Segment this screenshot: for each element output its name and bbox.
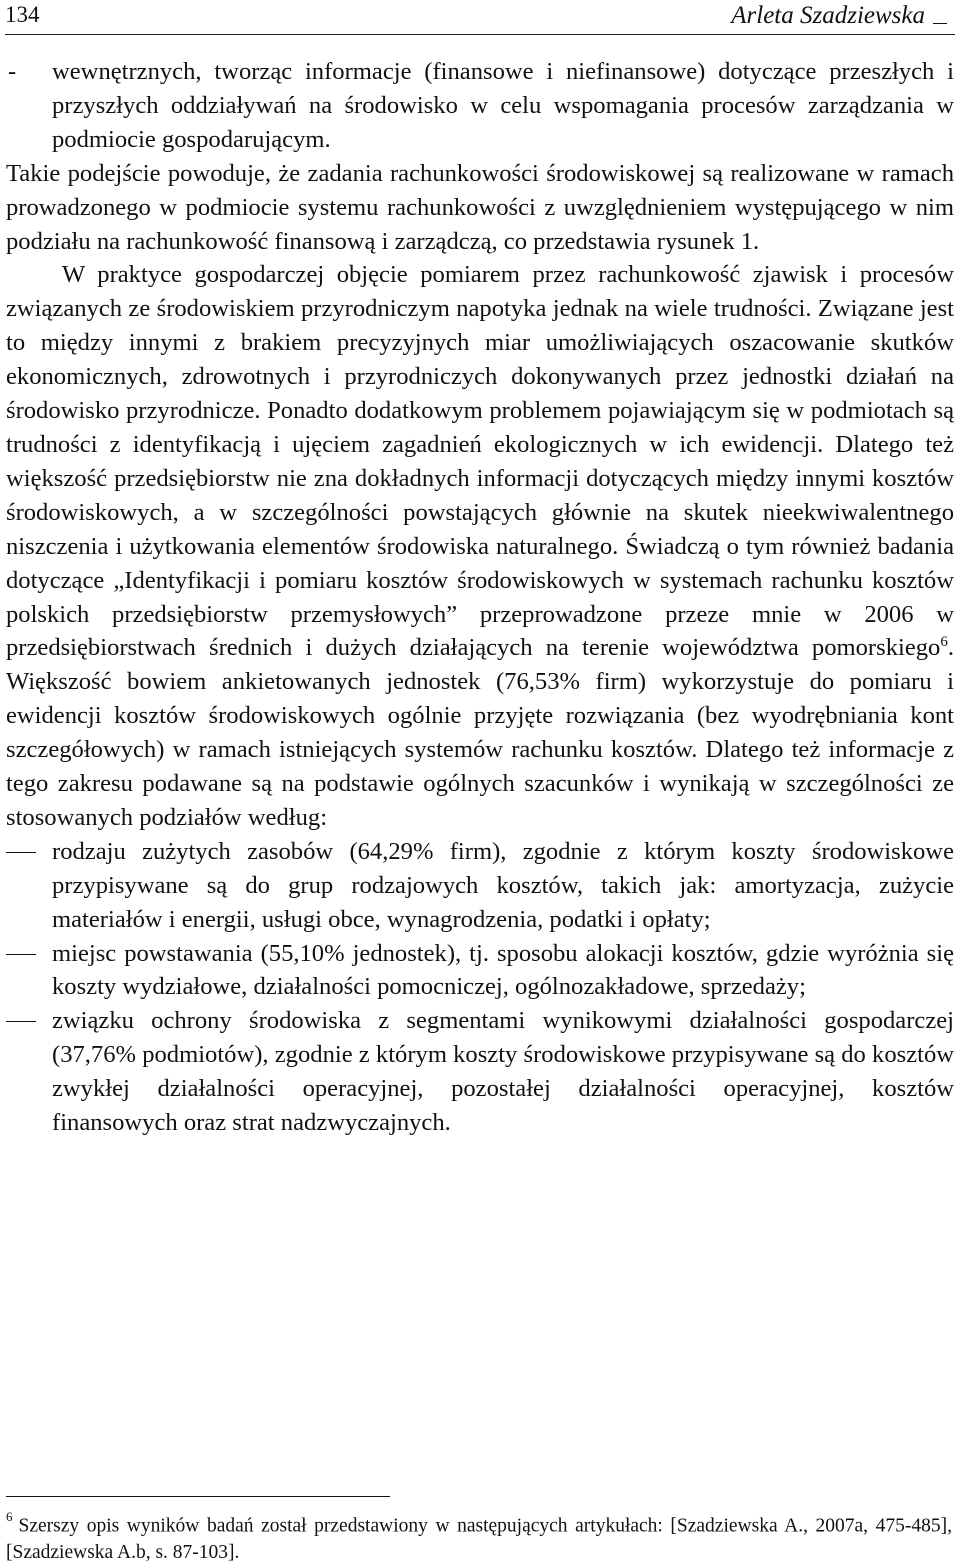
list-item: [6, 1004, 954, 1140]
paragraph-2: [6, 258, 954, 834]
footnote-mark: 6: [6, 1509, 13, 1524]
footnote: [6, 1507, 952, 1566]
paragraph-2-text-b: . Większość bowiem ankietowanych jednostek (76,53% firm) wykorzystuje do pomiaru i ewidencji kosztów środowiskowych ogólnie przyjęte rozwiązania (bez wyodrębniania kont szczegółowych) w ramach istniejących systemów rachunku kosztów. Dlatego też informacje z tego zakresu podawane są na podstawie ogólnych szacunków i wynikają w szczególności ze stosowanych podziałów według:: [6, 634, 954, 831]
intro-list-text: wewnętrznych, tworząc informacje (finansowe i niefinansowe) dotyczące przeszłych i przyszłych oddziaływań na środowisko w celu wspomagania procesów zarządzania w podmiocie gospodarującym.: [52, 58, 954, 153]
footnote-text: Szerszy opis wyników badań został przedstawiony w następujących artykułach: [Szadziewska A., 2007a, 475-485], [Szadziewska A.b, s. 87-103].: [6, 1515, 952, 1563]
footnote-separator: [6, 1496, 390, 1497]
list-item: [6, 937, 954, 1005]
list-item: [6, 835, 954, 937]
running-head: Arleta Szadziewska: [731, 2, 925, 29]
page-number: 134: [5, 2, 40, 27]
intro-list-item: [6, 55, 954, 157]
paragraph-1: Takie podejście powoduje, że zadania rachunkowości środowiskowej są realizowane w ramach prowadzonego w podmiocie systemu rachunkowości z uwzględnieniem występującego w nim podziału na rachunkowość finansową i zarządczą, co przedstawia rysunek 1.: [6, 159, 954, 255]
list-item-text: związku ochrony środowiska z segmentami wynikowymi działalności gospodarczej (37,76% podmiotów), zgodnie z którym koszty środowiskowe przypisywane są do kosztów zwykłej działalności operacyjnej, pozostałej działalności operacyjnej, kosztów finansowych oraz strat nadzwyczajnych.: [52, 1007, 954, 1137]
list-item-text: miejsc powstawania (55,10% jednostek), tj. sposobu alokacji kosztów, gdzie wyróżnia się koszty wydziałowe, działalności pomocniczej, ogólnozakładowe, sprzedaży;: [52, 939, 954, 1001]
footnote-reference[interactable]: 6: [940, 634, 948, 651]
dash-bullet: [6, 954, 36, 955]
hyphen-marker: -: [8, 58, 17, 85]
paragraph-2-text-a: W praktyce gospodarczej objęcie pomiarem przez rachunkowość zjawisk i procesów związanych ze środowiskiem przyrodniczym napotyka jednak na wiele trudności. Związane jest to między innymi z brakiem precyzyjnych miar umożliwiających oszacowanie skutków ekonomicznych, zdrowotnych i przyrodniczych dokonywanych przez jednostki działań na środowisko przyrodnicze. Ponadto dodatkowym problemem pojawiającym się w podmiotach są trudności z identyfikacją i ujęciem zagadnień ekologicznych w ich ewidencji. Dlatego też większość przedsiębiorstw nie zna dokładnych informacji dotyczących między innymi kosztów środowiskowych, a w szczególności powstających głównie na skutek nieekwiwalentnego niszczenia i użytkowania elementów środowiska naturalnego. Świadczą o tym również badania dotyczące „Identyfikacji i pomiaru kosztów środowiskowych w systemach rachunku kosztów polskich przedsiębiorstw przemysłowych” przeprowadzone przeze mnie w 2006 w przedsiębiorstwach średnich i dużych działających na terenie województwa pomorskiego: [6, 261, 954, 662]
page-header: [5, 0, 955, 35]
page-body: [6, 55, 954, 1140]
dash-bullet: [6, 852, 36, 853]
dash-bullet: [6, 1021, 36, 1022]
list-item-text: rodzaju zużytych zasobów (64,29% firm), zgodnie z którym koszty środowiskowe przypisywane są do grup rodzajowych kosztów, takich jak: amortyzacja, zużycie materiałów i energii, usługi obce, wynagrodzenia, podatki i opłaty;: [52, 837, 954, 933]
